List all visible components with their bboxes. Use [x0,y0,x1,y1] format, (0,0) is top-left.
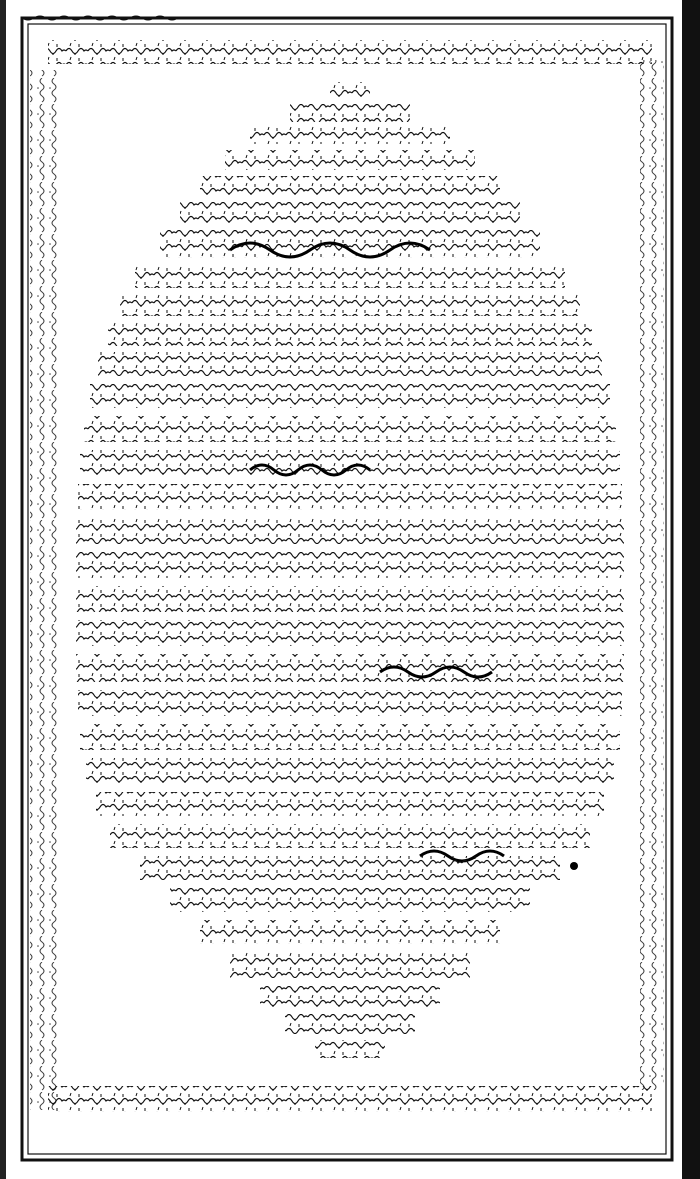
margin-note-right [640,60,664,1090]
ink-dot [570,862,578,870]
body-block [76,266,624,848]
margin-note-left [30,70,60,1110]
header-line [48,40,652,64]
scan-shadow-left [0,0,6,1179]
scan-shadow-right [682,0,700,1179]
intro-block [180,82,520,224]
honorific-line [160,230,540,258]
footer-line [48,1086,652,1112]
closing-block [140,856,560,1058]
